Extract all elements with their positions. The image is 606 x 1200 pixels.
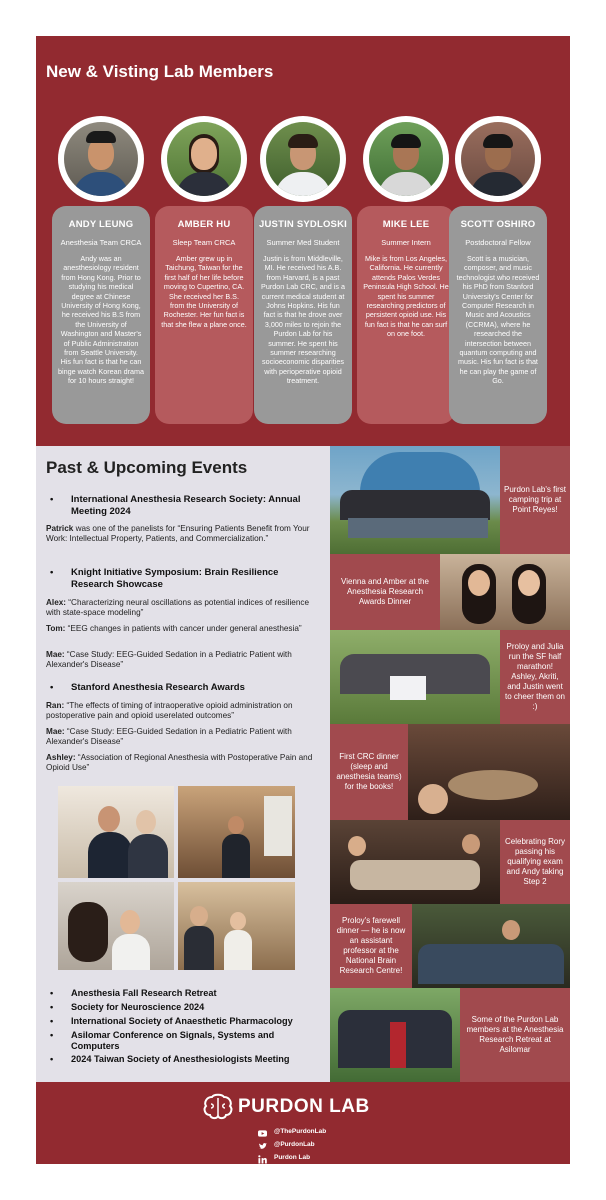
event-detail [46,598,324,618]
events-title: Past & Upcoming Events [46,458,248,477]
caption-marathon: Proloy and Julia run the SF half marathon! Ashley, Akriti, and Justin went to cheer them on :) [500,630,570,724]
photo-celebration [330,820,500,904]
youtube-handle: @ThePurdonLab [274,1128,327,1135]
member-role: Summer Med Student [266,238,340,247]
brain-icon [202,1093,234,1121]
member-name: JUSTIN SYDLOSKI [259,219,347,230]
member-role: Summer Intern [381,238,431,247]
bullet: • [50,1002,54,1012]
presenter-name: Ashley: [46,753,76,762]
bullet: • [50,988,54,998]
bullet: • [50,567,54,578]
event-title: Knight Initiative Symposium: Brain Resilience Research Showcase [71,567,279,590]
caption-celebration: Celebrating Rory passing his qualifying exam and Andy taking Step 2 [500,820,570,904]
member-name: SCOTT OSHIRO [460,219,536,230]
linkedin-link[interactable] [258,1154,418,1166]
upcoming-event-title: Society for Neuroscience 2024 [71,1002,205,1012]
caption-crc-dinner: First CRC dinner (sleep and anesthesia teams) for the books! [330,724,408,820]
footer [36,1082,570,1164]
presentation-text: “EEG changes in patients with cancer under general anesthesia” [65,624,302,633]
photo-marathon [330,630,500,724]
members-section [36,36,570,446]
event-title: International Anesthesia Research Society: Annual Meeting 2024 [71,494,301,517]
avatar-amber [161,116,247,202]
avatar-andy [58,116,144,202]
events-section [36,446,330,1082]
member-name: AMBER HU [177,219,231,230]
caption-camping: Purdon Lab's first camping trip at Point Reyes! [500,446,570,554]
member-card-mike [357,206,455,424]
photo-gallery [330,446,570,1082]
event-detail [46,701,324,721]
photo-awards-dinner-4 [178,882,295,970]
presentation-text: “Characterizing neural oscillations as potential indices of resilience with state-space modeling” [46,598,310,618]
linkedin-handle: Purdon Lab [274,1154,311,1161]
member-bio: Justin is from Middleville, MI. He received his A.B. from Harvard, is a past Purdon Lab CRC, and is a current medical student at Johns Hopkins. His fun fact is that he drove over 3,000 miles to rejoin the Purdon Lab for his summer. He spent his summer researching socioeconomic disparities with perioperative opioid treatment. [261,254,345,386]
event-detail [46,753,324,773]
member-card-amber [155,206,253,424]
newsletter-page [36,36,570,1164]
youtube-icon [258,1129,267,1138]
presentation-text: “Case Study: EEG-Guided Sedation in a Pediatric Patient with Alexander's Disease” [46,650,292,670]
bullet: • [50,1030,54,1040]
presenter-name: Patrick [46,524,74,533]
upcoming-event-title: Asilomar Conference on Signals, Systems and Computers [71,1030,275,1051]
twitter-handle: @PurdonLab [274,1141,315,1148]
presenter-name: Ran: [46,701,65,710]
bullet: • [50,1054,54,1064]
event-detail [46,650,324,670]
upcoming-event-title: 2024 Taiwan Society of Anesthesiologists Meeting [71,1054,290,1064]
presenter-name: Alex: [46,598,67,607]
twitter-link[interactable] [258,1141,418,1153]
linkedin-icon [258,1155,267,1164]
member-bio: Andy was an anesthesiology resident from Hong Kong. Prior to studying his medical degree at Chinese University of Hong Kong, he received his B.S from the University of Washington and Master's of Public Administration from Seattle University. His fun fact is that he can binge watch Korean drama for 10 hours straight! [58,254,144,386]
bullet: • [50,682,54,693]
bullet: • [50,1016,54,1026]
photo-awards-dinner-1 [58,786,174,878]
member-name: MIKE LEE [382,219,430,230]
photo-awards-dinner-2 [178,786,295,878]
avatar-justin [260,116,346,202]
presenter-name: Mae: [46,727,65,736]
photo-awards-dinner-3 [58,882,174,970]
presentation-text: “Association of Regional Anesthesia with Postoperative Pain and Opioid Use” [46,753,313,773]
youtube-link[interactable] [258,1128,418,1140]
presentation-text: was one of the panelists for “Ensuring Patients Benefit from Your Work: Intellectual Property, Patients, and Commercialization.” [46,524,310,544]
member-card-justin [254,206,352,424]
event-title: Stanford Anesthesia Research Awards [71,682,245,693]
caption-asilomar: Some of the Purdon Lab members at the Anesthesia Research Retreat at Asilomar [460,988,570,1082]
photo-asilomar [330,988,460,1082]
photo-crc-dinner [408,724,570,820]
twitter-icon [258,1142,267,1151]
member-bio: Amber grew up in Taichung, Taiwan for the first half of her life before moving to Cupertino, CA. She received her B.S. from the University of Rochester. Her fun fact is that she flew a plane once. [161,254,247,329]
member-role: Postdoctoral Fellow [465,238,531,247]
presentation-text: “The effects of timing of intraoperative opioid administration on postoperative pain and opioid userelated outcomes” [46,701,293,721]
member-bio: Mike is from Los Angeles, California. He currently attends Palos Verdes Peninsula High School. He spent his summer researching predictors of persistent opioid use. His fun fact is that he can surf on one foot. [363,254,449,339]
avatar-mike [363,116,449,202]
caption-farewell: Proloy's farewell dinner — he is now an assistant professor at the National Brain Research Centre! [330,904,412,988]
upcoming-event-title: Anesthesia Fall Research Retreat [71,988,217,998]
upcoming-event-title: International Society of Anaesthetic Pharmacology [71,1016,293,1026]
event-detail [46,524,324,544]
member-card-andy [52,206,150,424]
member-bio: Scott is a musician, composer, and music technologist who received his PhD from Stanford University's Center for Computer Research in Music and Acoustics (CCRMA), where he researched the intersection between quantum computing and music. His fun fact is that he can play the game of Go. [456,254,540,386]
presenter-name: Mae: [46,650,65,659]
member-name: ANDY LEUNG [68,219,134,230]
photo-farewell [412,904,570,988]
photo-vienna-amber [440,554,570,630]
brand-name: PURDON LAB [238,1096,370,1117]
presenter-name: Tom: [46,624,66,633]
member-role: Anesthesia Team CRCA [60,238,142,247]
brand-logo [198,1092,418,1122]
member-card-scott [449,206,547,424]
avatar-scott [455,116,541,202]
members-title: New & Visting Lab Members [46,62,274,81]
presentation-text: “Case Study: EEG-Guided Sedation in a Pediatric Patient with Alexander's Disease” [46,727,292,747]
member-role: Sleep Team CRCA [172,238,236,247]
photo-camping [330,446,500,554]
bullet: • [50,494,54,505]
event-detail [46,624,324,634]
event-detail [46,727,324,747]
caption-vienna-amber: Vienna and Amber at the Anesthesia Research Awards Dinner [330,554,440,630]
